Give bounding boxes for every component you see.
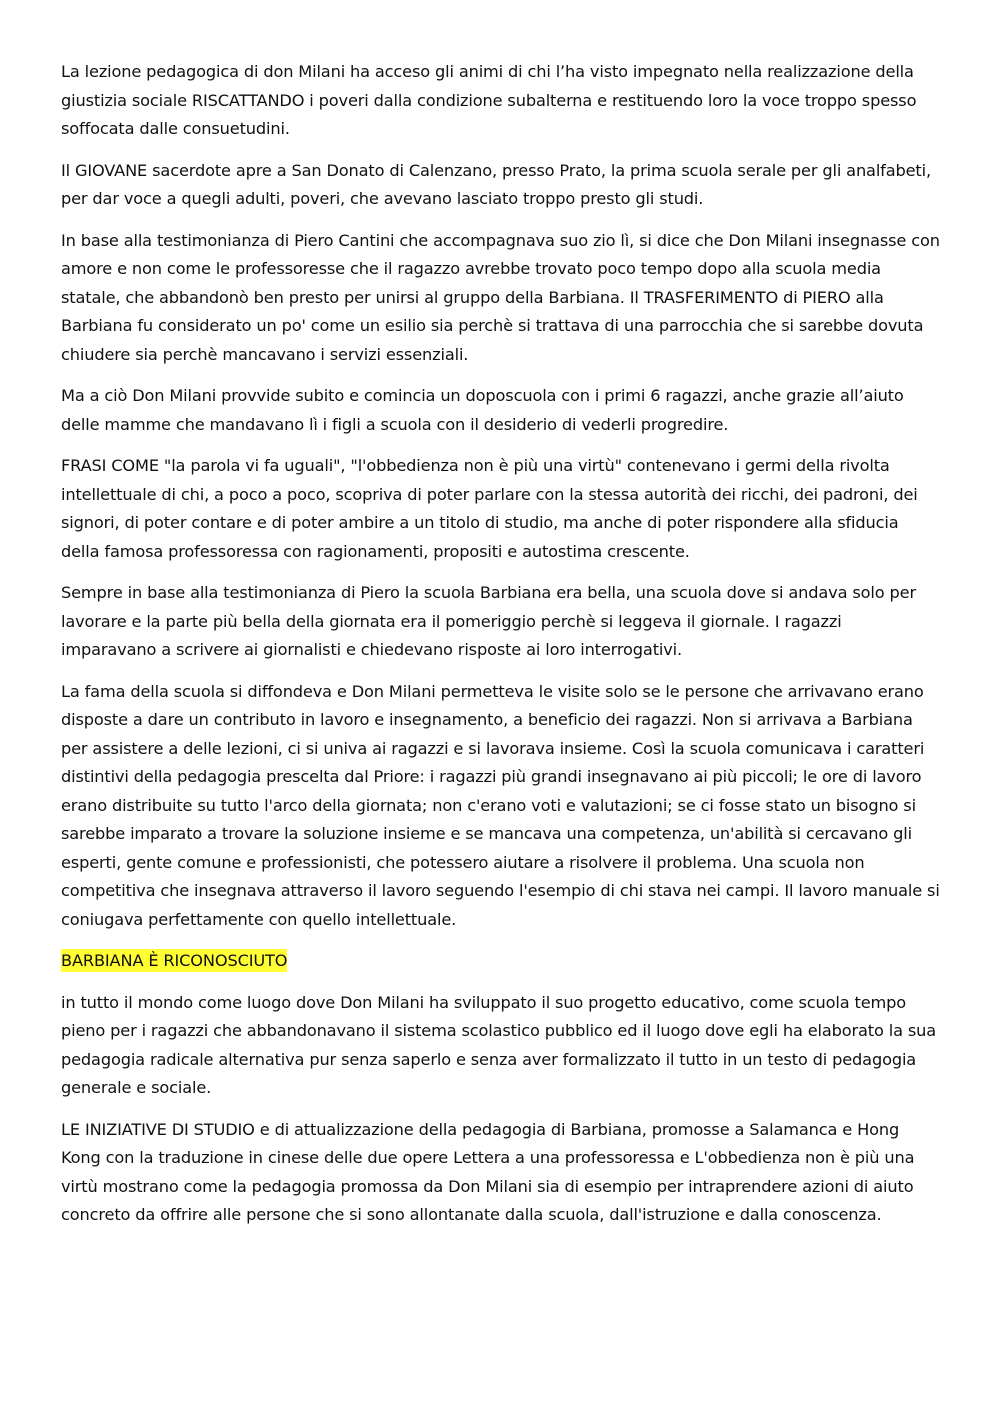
paragraph-fama-della-scuola: La fama della scuola si diffondeva e Don Milani permetteva le visite solo se le persone che arrivavano erano disposte a dare un contributo in lavoro e insegnamento, a beneficio dei ragazzi. Non si arrivava a Barbiana per assistere a delle lezioni, ci si univa ai ragazzi e si lavorava insieme. Così la scuola comunicava i caratteri distintivi della pedagogia prescelta dal Priore: i ragazzi più grandi insegnavano ai più piccoli; le ore di lavoro erano distribuite su tutto l'arco della giornata; non c'erano voti e valutazioni; se ci fosse stato un bisogno si sarebbe imparato a trovare la soluzione insieme e se mancava una competenza, un'abilità si cercavano gli esperti, gente comune e professionisti, che potessero aiutare a risolvere il problema. Una scuola non competitiva che insegnava attraverso il lavoro seguendo l'esempio di chi stava nei campi. Il lavoro manuale si coniugava perfettamente con quello intellettuale. [61,681,940,929]
paragraph-iniziative-di-studio: LE INIZIATIVE DI STUDIO e di attualizzazione della pedagogia di Barbiana, promosse a Salamanca e Hong Kong con la traduzione in cinese delle due opere Lettera a una professoressa e L'obbedienza non è più una virtù mostrano come la pedagogia promossa da Don Milani sia di esempio per intraprendere azioni di aiuto concreto da offrire alle persone che si sono allontanate dalla scuola, dall'istruzione e dalla conoscenza. [61,1119,915,1224]
paragraph-testimonianza-piero: In base alla testimonianza di Piero Cantini che accompagnava suo zio lì, si dice che Don Milani insegnasse con amore e non come le professoresse che il ragazzo avrebbe trovato poco tempo dopo alla scuola media statale, che abbandonò ben presto per unirsi al gruppo della Barbiana. Il TRASFERIMENTO di PIERO alla Barbiana fu considerato un po' come un esilio sia perchè si trattava di una parrocchia che si sarebbe dovuta chiudere sia perchè mancavano i servizi essenziali. [61,230,940,364]
paragraph-tutto-il-mondo: in tutto il mondo come luogo dove Don Milani ha sviluppato il suo progetto educativo, come scuola tempo pieno per i ragazzi che abbandonavano il sistema scolastico pubblico ed il luogo dove egli ha elaborato la sua pedagogia radicale alternativa pur senza saperlo e senza aver formalizzato il tutto in un testo di pedagogia generale e sociale. [61,992,937,1097]
highlighted-heading: BARBIANA È RICONOSCIUTO [61,951,288,970]
paragraph-lezione-pedagogica: La lezione pedagogica di don Milani ha acceso gli animi di chi l’ha visto impegnato nella realizzazione della giustizia sociale RISCATTANDO i poveri dalla condizione subalterna e restituendo loro la voce troppo spesso soffocata dalle consuetudini. [61,62,917,138]
paragraph-scuola-bella: Sempre in base alla testimonianza di Piero la scuola Barbiana era bella, una scuola dove si andava solo per lavorare e la parte più bella della giornata era il pomeriggio perchè si leggeva il giornale. I ragazzi imparavano a scrivere ai giornalisti e chiedevano risposte ai loro interrogativi. [61,583,916,659]
paragraph-giovane-sacerdote: Il GIOVANE sacerdote apre a San Donato di Calenzano, presso Prato, la prima scuola serale per gli analfabeti, per dar voce a quegli adulti, poveri, che avevano lasciato troppo presto gli studi. [61,160,931,208]
paragraph-frasi-come: FRASI COME "la parola vi fa uguali", "l'obbedienza non è più una virtù" contenevano i germi della rivolta intellettuale di chi, a poco a poco, scopriva di poter parlare con la stessa autorità dei ricchi, dei padroni, dei signori, di poter contare e di poter ambire a un titolo di studio, ma anche di poter rispondere alla sfiducia della famosa professoressa con ragionamenti, propositi e autostima crescente. [61,456,918,561]
paragraph-doposcuola: Ma a ciò Don Milani provvide subito e comincia un doposcuola con i primi 6 ragazzi, anche grazie all’aiuto delle mamme che mandavano lì i figli a scuola con il desiderio di vederli progredire. [61,386,904,434]
document-page [61,58,941,1243]
highlighted-heading-paragraph [61,947,941,976]
